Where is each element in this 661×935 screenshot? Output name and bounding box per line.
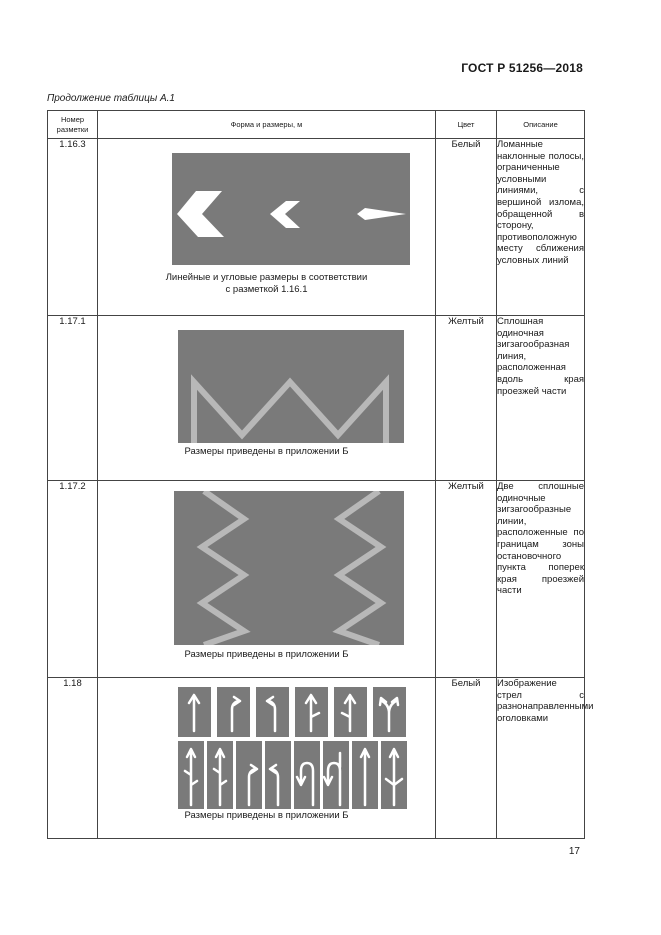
row-description: Сплошная одиночная зигзагообразная линия, расположенная вдоль края проезжей части <box>497 316 585 481</box>
road-surface <box>172 153 410 265</box>
arrow-tile-u-turn <box>294 741 320 809</box>
form-note <box>98 272 435 296</box>
table-row <box>48 678 585 839</box>
table-row <box>48 139 585 316</box>
row-number: 1.17.1 <box>48 316 98 481</box>
double-zigzag-figure <box>174 491 404 645</box>
form-cell <box>98 481 436 678</box>
note-line: с разметкой 1.16.1 <box>225 284 308 295</box>
header-color: Цвет <box>436 111 497 139</box>
standard-designation: ГОСТ Р 51256—2018 <box>461 61 583 75</box>
header-number <box>48 111 98 139</box>
row-description: Изображение стрел с разнонаправленными оголовками <box>497 678 585 839</box>
form-note: Размеры приведены в приложении Б <box>184 810 349 821</box>
form-cell <box>98 678 436 839</box>
row-description: Ломанные наклонные полосы, ограниченные условными линиями, с вершиной излома, обращенной в сторону, противоположную месту сближения условных линий <box>497 139 585 316</box>
row-description: Две сплошные одиночные зигзагообразные линии, расположенные по границам зоны остановочного пункта поперек края проезжей части <box>497 481 585 678</box>
form-note: Размеры приведены в приложении Б <box>184 446 349 457</box>
header-form: Форма и размеры, м <box>98 111 436 139</box>
header-number-line1: Номер <box>60 114 85 124</box>
row-color: Желтый <box>436 481 497 678</box>
row-number: 1.18 <box>48 678 98 839</box>
form-cell <box>98 316 436 481</box>
table-row <box>48 316 585 481</box>
row-color: Белый <box>436 678 497 839</box>
header-number-line2: разметки <box>56 124 89 134</box>
single-zigzag-figure <box>178 330 404 443</box>
chevron-marking-figure <box>172 153 410 265</box>
table-header-row <box>48 111 585 139</box>
page-number: 17 <box>568 846 580 857</box>
table-continuation-caption: Продолжение таблицы А.1 <box>47 93 175 104</box>
form-note: Размеры приведены в приложении Б <box>184 649 349 660</box>
note-line: Линейные и угловые размеры в соответствии <box>165 272 368 283</box>
form-cell <box>98 139 436 316</box>
markings-table <box>47 110 594 839</box>
table-row <box>48 481 585 678</box>
arrows-figure <box>178 687 408 809</box>
arrow-tile-left <box>256 687 289 737</box>
row-color: Желтый <box>436 316 497 481</box>
row-color: Белый <box>436 139 497 316</box>
road-surface <box>174 491 404 645</box>
arrow-tile-right <box>217 687 250 737</box>
header-description: Описание <box>497 111 585 139</box>
row-number: 1.16.3 <box>48 139 98 316</box>
row-number: 1.17.2 <box>48 481 98 678</box>
